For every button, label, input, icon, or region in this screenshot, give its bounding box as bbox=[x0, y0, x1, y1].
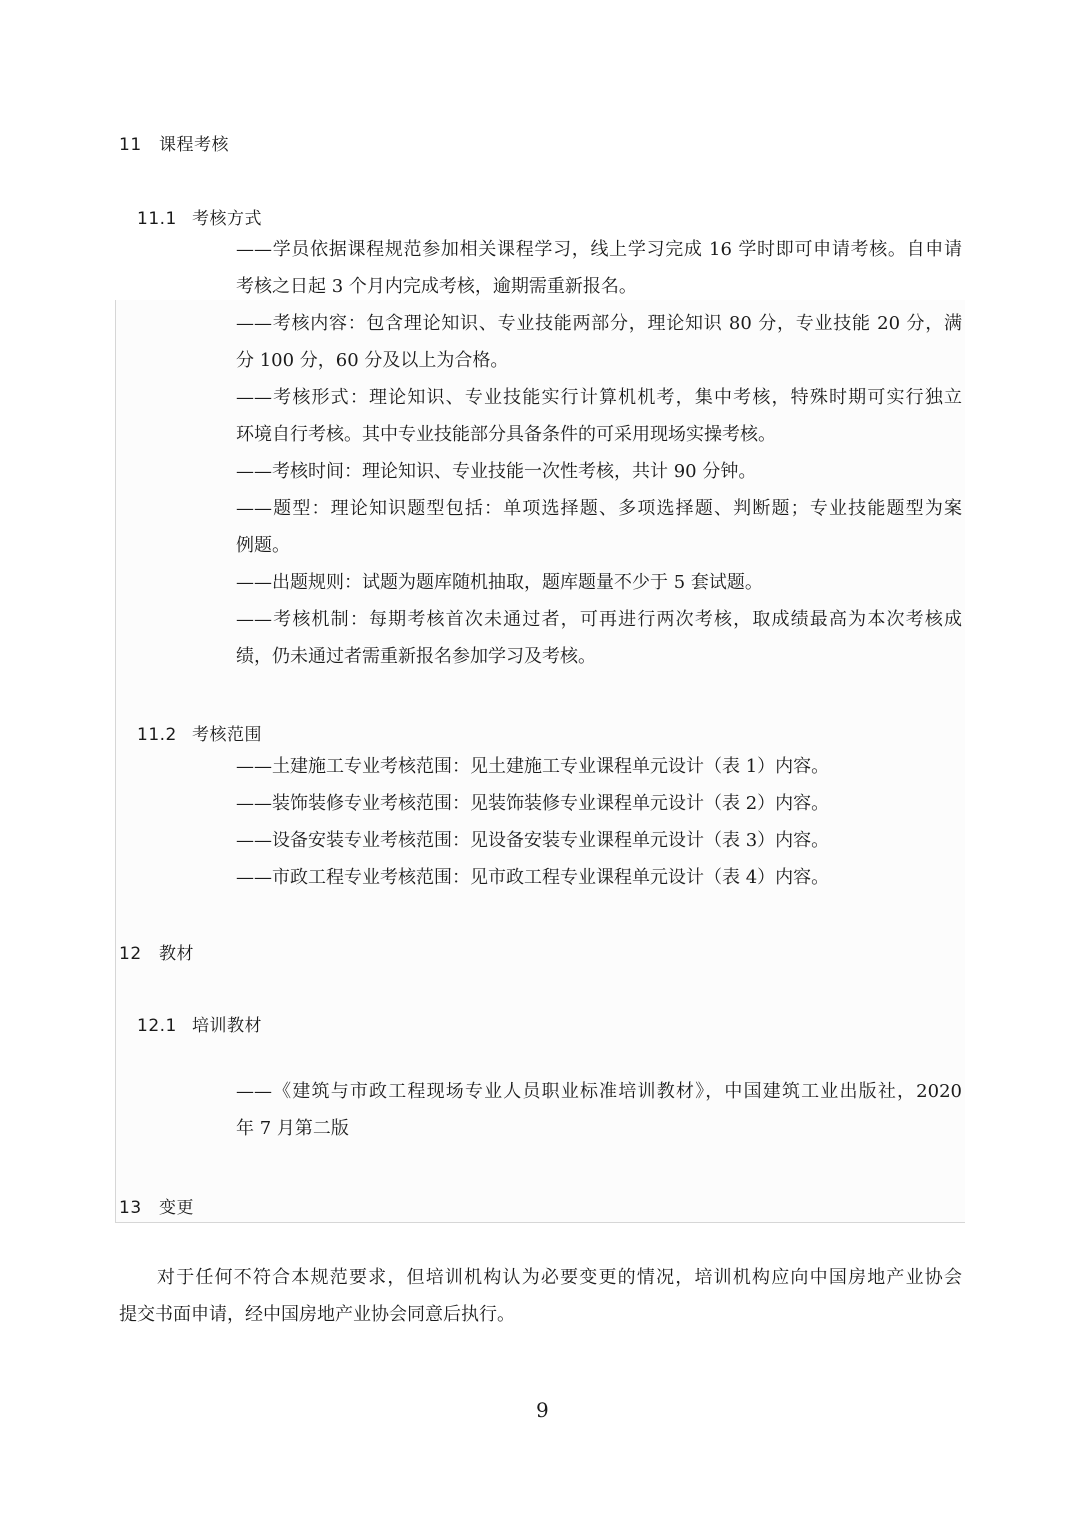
section-heading-12 bbox=[119, 939, 194, 964]
paragraph-line: ——出题规则：试题为题库随机抽取，题库题量不少于 5 套试题。 bbox=[236, 572, 763, 593]
paragraph-line: 提交书面申请，经中国房地产业协会同意后执行。 bbox=[119, 1304, 515, 1325]
paragraph-line: 环境自行考核。其中专业技能部分具备条件的可采用现场实操考核。 bbox=[236, 424, 776, 445]
paragraph-line: ——学员依据课程规范参加相关课程学习，线上学习完成 16 学时即可申请考核。自申请 bbox=[236, 239, 962, 260]
paragraph-line: 对于任何不符合本规范要求，但培训机构认为必要变更的情况，培训机构应向中国房地产业协会 bbox=[157, 1267, 962, 1288]
subsection-heading-11-2 bbox=[137, 720, 262, 745]
section-title: 变更 bbox=[159, 1198, 194, 1218]
paragraph-block-11-1 bbox=[236, 231, 962, 675]
paragraph-line: ——《建筑与市政工程现场专业人员职业标准培训教材》，中国建筑工业出版社，2020 bbox=[236, 1081, 962, 1102]
paragraph-line: 分 100 分，60 分及以上为合格。 bbox=[236, 350, 509, 371]
paragraph-line: ——考核时间：理论知识、专业技能一次性考核，共计 90 分钟。 bbox=[236, 461, 757, 482]
subsection-title: 考核方式 bbox=[192, 209, 262, 229]
list-item: ——装饰装修专业考核范围：见装饰装修专业课程单元设计（表 2）内容。 bbox=[236, 793, 830, 814]
section-heading-13 bbox=[119, 1193, 194, 1218]
page-number: 9 bbox=[536, 1398, 549, 1422]
section-number: 12 bbox=[119, 944, 142, 964]
paragraph-line: ——考核形式：理论知识、专业技能实行计算机机考，集中考核，特殊时期可实行独立 bbox=[236, 387, 962, 408]
paragraph-line: ——考核内容：包含理论知识、专业技能两部分，理论知识 80 分，专业技能 20 分，满 bbox=[236, 313, 962, 334]
subsection-title: 考核范围 bbox=[192, 725, 262, 745]
subsection-heading-11-1 bbox=[137, 204, 262, 229]
paragraph-block-13 bbox=[119, 1259, 962, 1333]
section-number: 11 bbox=[119, 135, 142, 155]
list-item: ——市政工程专业考核范围：见市政工程专业课程单元设计（表 4）内容。 bbox=[236, 867, 830, 888]
paragraph-line: 绩，仍未通过者需重新报名参加学习及考核。 bbox=[236, 646, 596, 667]
subsection-heading-12-1 bbox=[137, 1011, 262, 1036]
paragraph-block-12-1 bbox=[236, 1073, 962, 1147]
list-item: ——设备安装专业考核范围：见设备安装专业课程单元设计（表 3）内容。 bbox=[236, 830, 830, 851]
section-heading-11 bbox=[119, 130, 229, 155]
paragraph-block-11-2 bbox=[236, 748, 962, 896]
section-number: 13 bbox=[119, 1198, 142, 1218]
paragraph-line: 年 7 月第二版 bbox=[236, 1118, 349, 1139]
subsection-number: 12.1 bbox=[137, 1016, 177, 1036]
paragraph-line: ——题型：理论知识题型包括：单项选择题、多项选择题、判断题；专业技能题型为案 bbox=[236, 498, 962, 519]
subsection-number: 11.1 bbox=[137, 209, 177, 229]
section-title: 课程考核 bbox=[159, 135, 229, 155]
paragraph-line: 考核之日起 3 个月内完成考核，逾期需重新报名。 bbox=[236, 276, 637, 297]
section-title: 教材 bbox=[159, 944, 194, 964]
paragraph-line: 例题。 bbox=[236, 535, 290, 556]
paragraph-line: ——考核机制：每期考核首次未通过者，可再进行两次考核，取成绩最高为本次考核成 bbox=[236, 609, 962, 630]
subsection-title: 培训教材 bbox=[192, 1016, 262, 1036]
subsection-number: 11.2 bbox=[137, 725, 177, 745]
list-item: ——土建施工专业考核范围：见土建施工专业课程单元设计（表 1）内容。 bbox=[236, 756, 830, 777]
